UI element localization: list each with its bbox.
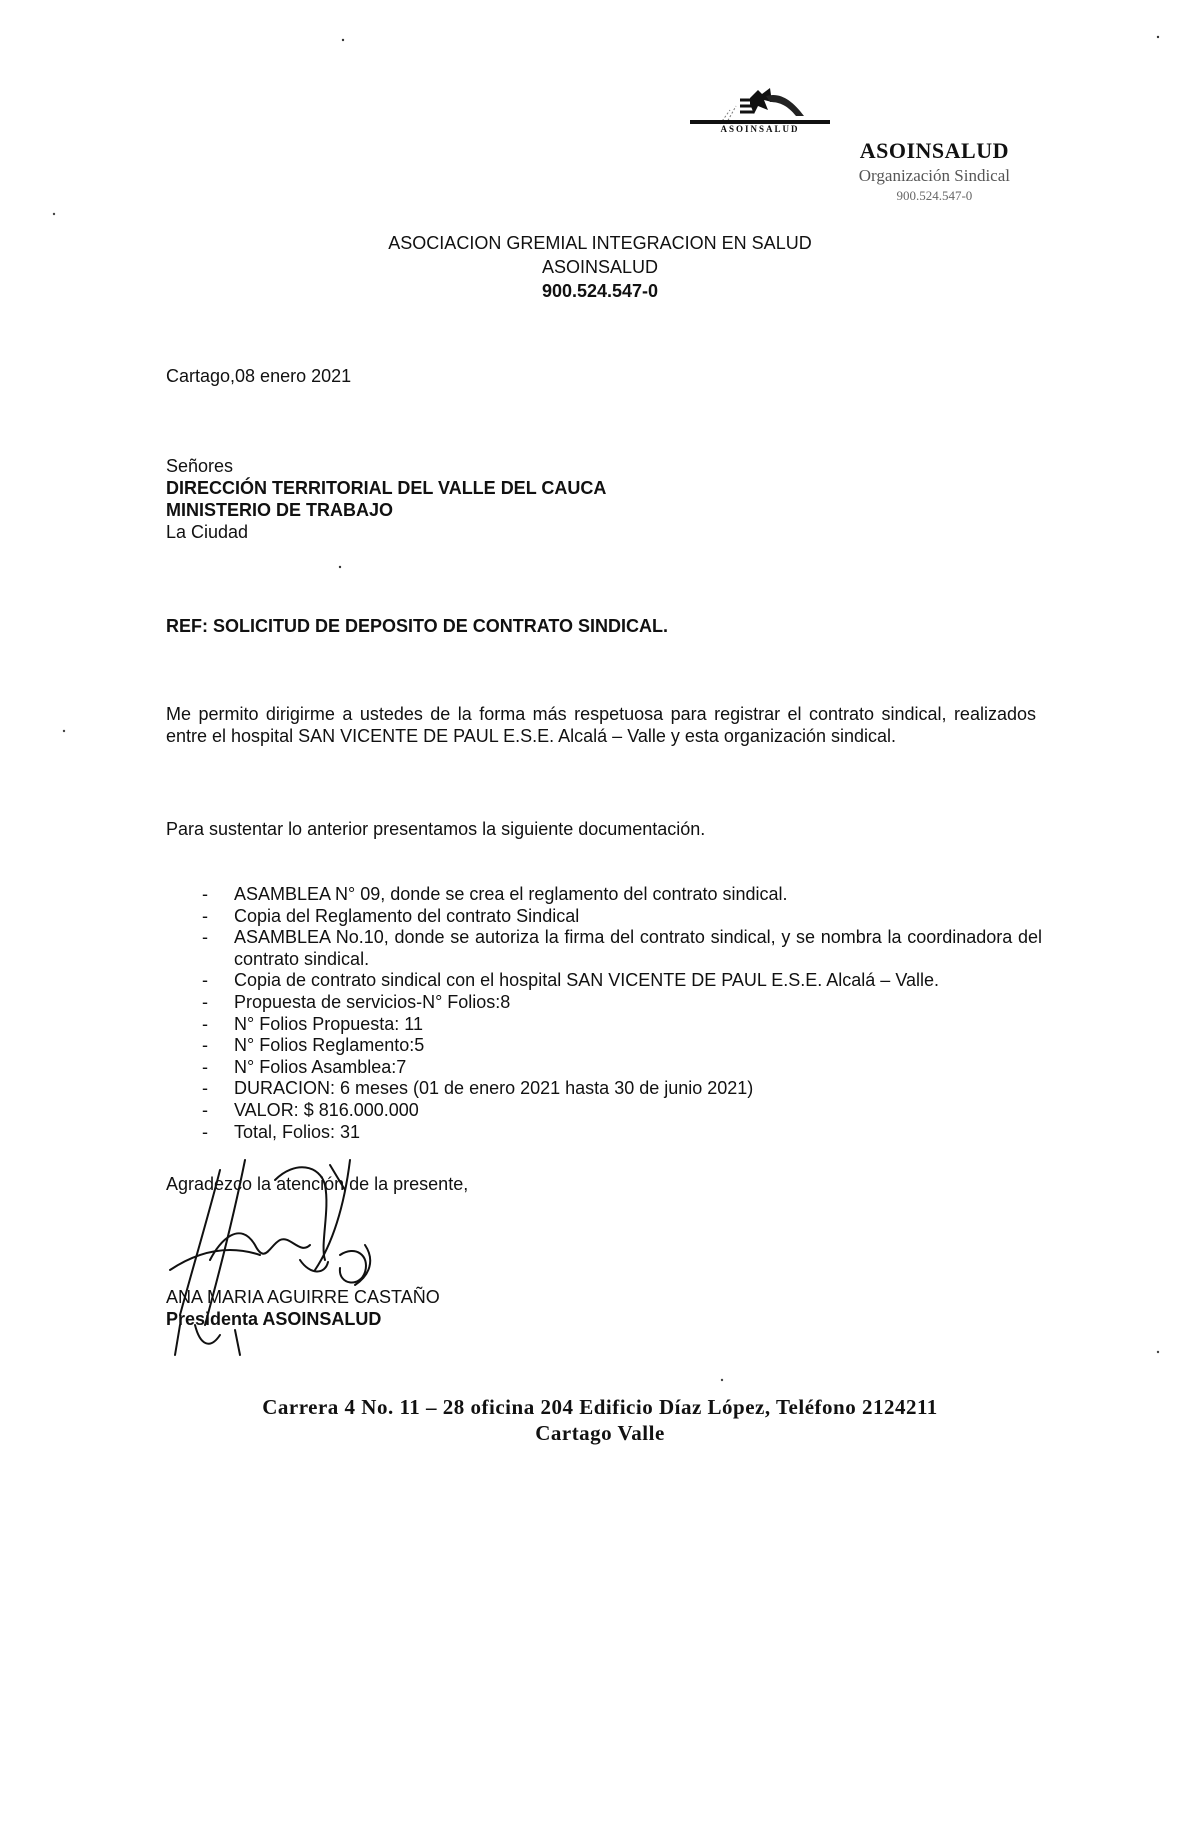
list-item-text: VALOR: $ 816.000.000: [234, 1099, 419, 1120]
list-item: [202, 992, 1042, 1014]
list-bullet: -: [202, 970, 208, 991]
list-bullet: -: [202, 927, 208, 948]
list-item: [202, 1122, 1042, 1144]
list-item-text: Copia de contrato sindical con el hospital SAN VICENTE DE PAUL E.S.E. Alcalá – Valle.: [234, 970, 940, 991]
header-line-2: ASOINSALUD: [541, 257, 659, 277]
letter-footer: [0, 1394, 1200, 1446]
letter-date: Cartago,08 enero 2021: [166, 366, 352, 386]
list-item: [202, 1100, 1042, 1122]
recipient-line-1: DIRECCIÓN TERRITORIAL DEL VALLE DEL CAUCA: [166, 478, 607, 498]
list-bullet: -: [202, 1035, 208, 1056]
list-bullet: -: [202, 991, 208, 1012]
org-box: [859, 138, 1010, 204]
list-item-text: ASAMBLEA No.10, donde se autoriza la firma del contrato sindical, y se nombra la coordinadora del contrato sindical.: [234, 927, 1042, 969]
list-item: [202, 1057, 1042, 1079]
list-bullet: -: [202, 1099, 208, 1120]
list-item-text: N° Folios Propuesta: 11: [234, 1013, 423, 1034]
signer-name: ANA MARIA AGUIRRE CASTAÑO: [166, 1287, 440, 1307]
footer-address: Carrera 4 No. 11 – 28 oficina 204 Edificio Díaz López, Teléfono 2124211: [262, 1395, 938, 1419]
recipient-salutation: Señores: [166, 456, 234, 476]
documents-list: [202, 884, 1042, 1143]
header-line-3: 900.524.547-0: [541, 281, 659, 301]
recipient-line-3: La Ciudad: [166, 522, 249, 542]
list-item-text: ASAMBLEA N° 09, donde se crea el reglamento del contrato sindical.: [234, 884, 788, 904]
list-bullet: -: [202, 1078, 208, 1099]
closing-line: Agradezco la atención de la presente,: [166, 1174, 469, 1194]
letter-header: [0, 231, 1200, 303]
list-item: [202, 884, 1042, 906]
list-item: [202, 1078, 1042, 1100]
header-line-1: ASOCIACION GREMIAL INTEGRACION EN SALUD: [388, 233, 812, 253]
list-item-text: Copia del Reglamento del contrato Sindical: [234, 905, 580, 926]
recipient-line-2: MINISTERIO DE TRABAJO: [166, 500, 394, 520]
list-bullet: -: [202, 1056, 208, 1077]
list-item-text: N° Folios Reglamento:5: [234, 1035, 425, 1056]
signer-block: [166, 1286, 1036, 1330]
signer-role: Presidenta ASOINSALUD: [166, 1309, 382, 1329]
list-item: [202, 970, 1042, 992]
org-name: ASOINSALUD: [859, 138, 1010, 163]
logo-caption: ASOINSALUD: [720, 124, 800, 134]
list-bullet: -: [202, 884, 208, 904]
reference-line: REF: SOLICITUD DE DEPOSITO DE CONTRATO SINDICAL.: [166, 616, 669, 636]
list-item: [202, 927, 1042, 970]
list-bullet: -: [202, 1121, 208, 1142]
body-paragraph-2: Para sustentar lo anterior presentamos la siguiente documentación.: [166, 819, 706, 839]
list-bullet: -: [202, 1013, 208, 1034]
list-item-text: N° Folios Asamblea:7: [234, 1056, 407, 1077]
org-type: Organización Sindical: [858, 166, 1010, 185]
list-item-text: Total, Folios: 31: [234, 1121, 361, 1142]
recipient-block: [166, 455, 1036, 543]
list-item: [202, 1035, 1042, 1057]
body-paragraph-1: Me permito dirigirme a ustedes de la forma más respetuosa para registrar el contrato sindical, realizados entre el hospital SAN VICENTE DE PAUL E.S.E. Alcalá – Valle y esta organización sindical.: [166, 704, 1036, 746]
org-nit: 900.524.547-0: [896, 188, 973, 203]
list-bullet: -: [202, 905, 208, 926]
footer-city: Cartago Valle: [535, 1421, 665, 1445]
list-item: [202, 1014, 1042, 1036]
list-item-text: Propuesta de servicios-N° Folios:8: [234, 991, 511, 1012]
list-item: [202, 906, 1042, 928]
list-item-text: DURACION: 6 meses (01 de enero 2021 hasta 30 de junio 2021): [234, 1078, 754, 1099]
